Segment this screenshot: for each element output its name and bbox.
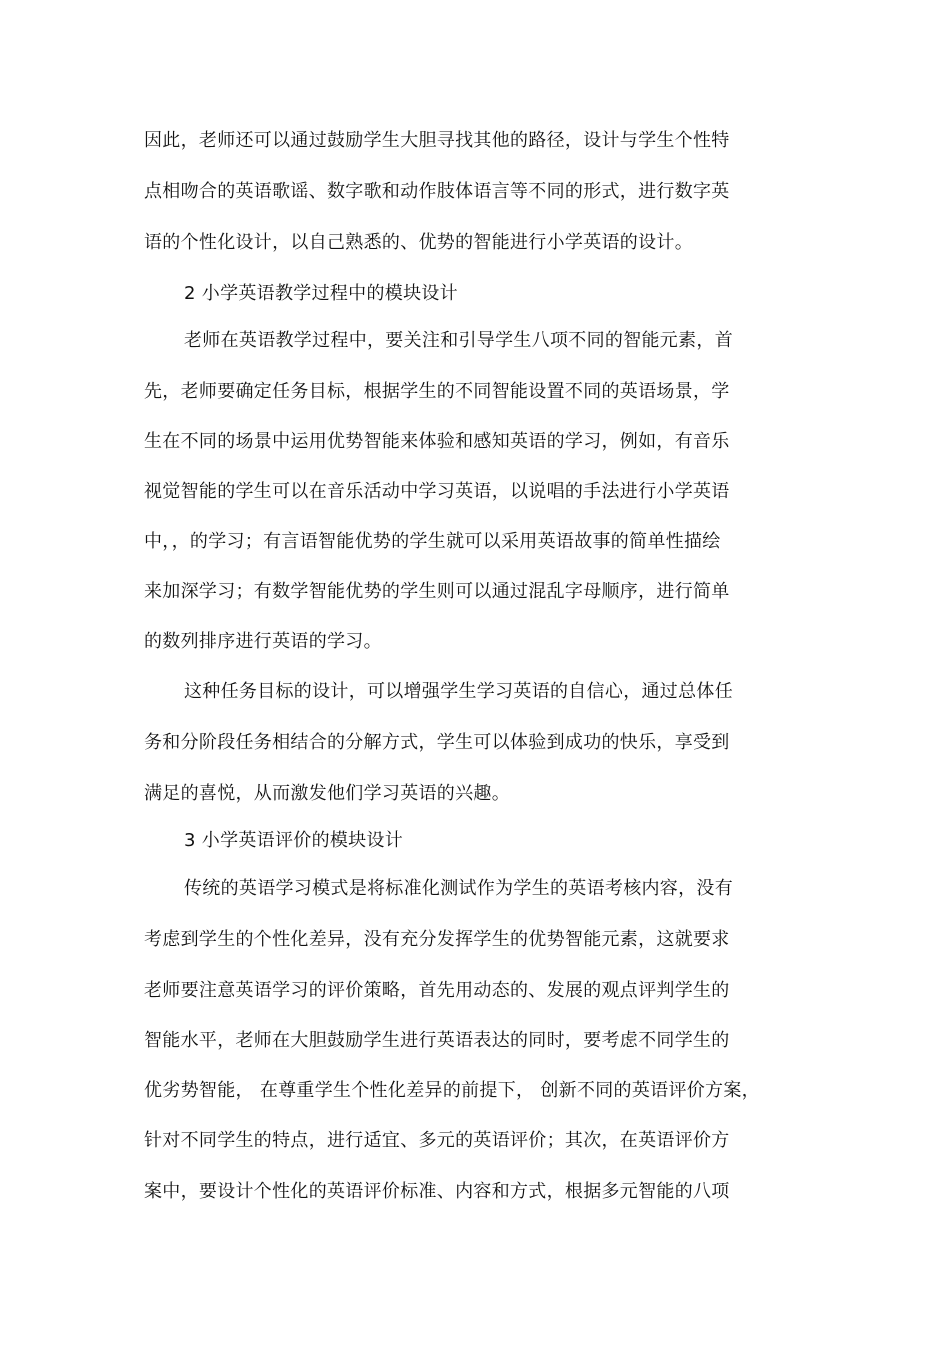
paragraph-line: 中，，的学习；有言语智能优势的学生就可以采用英语故事的简单性描绘 [144, 531, 721, 552]
paragraph-line: 务和分阶段任务相结合的分解方式，学生可以体验到成功的快乐，享受到 [144, 732, 730, 753]
paragraph-line: 传统的英语学习模式是将标准化测试作为学生的英语考核内容，没有 [184, 878, 733, 899]
paragraph-line: 老师在英语教学过程中，要关注和引导学生八项不同的智能元素，首 [184, 330, 733, 351]
paragraph-line: 的数列排序进行英语的学习。 [144, 631, 382, 652]
paragraph-line: 案中，要设计个性化的英语评价标准、内容和方式，根据多元智能的八项 [144, 1181, 730, 1202]
paragraph-line: 优劣势智能， 在尊重学生个性化差异的前提下， 创新不同的英语评价方案， [144, 1080, 760, 1101]
paragraph-line: 因此，老师还可以通过鼓励学生大胆寻找其他的路径，设计与学生个性特 [144, 130, 730, 151]
paragraph-line: 这种任务目标的设计，可以增强学生学习英语的自信心，通过总体任 [184, 681, 733, 702]
paragraph-line: 生在不同的场景中运用优势智能来体验和感知英语的学习，例如，有音乐 [144, 431, 730, 452]
paragraph-line: 考虑到学生的个性化差异，没有充分发挥学生的优势智能元素，这就要求 [144, 929, 730, 950]
paragraph-line: 点相吻合的英语歌谣、数字歌和动作肢体语言等不同的形式，进行数字英 [144, 181, 730, 202]
paragraph-line: 视觉智能的学生可以在音乐活动中学习英语，以说唱的手法进行小学英语 [144, 481, 730, 502]
paragraph-line: 满足的喜悦，从而激发他们学习英语的兴趣。 [144, 783, 510, 804]
section-heading: 2 小学英语教学过程中的模块设计 [184, 283, 458, 304]
paragraph-line: 来加深学习；有数学智能优势的学生则可以通过混乱字母顺序，进行简单 [144, 581, 730, 602]
paragraph-line: 语的个性化设计，以自己熟悉的、优势的智能进行小学英语的设计。 [144, 232, 693, 253]
paragraph-line: 针对不同学生的特点，进行适宜、多元的英语评价；其次，在英语评价方 [144, 1130, 730, 1151]
section-heading: 3 小学英语评价的模块设计 [184, 830, 404, 851]
paragraph-line: 老师要注意英语学习的评价策略，首先用动态的、发展的观点评判学生的 [144, 980, 730, 1001]
paragraph-line: 智能水平，老师在大胆鼓励学生进行英语表达的同时，要考虑不同学生的 [144, 1030, 730, 1051]
paragraph-line: 先，老师要确定任务目标，根据学生的不同智能设置不同的英语场景，学 [144, 381, 730, 402]
